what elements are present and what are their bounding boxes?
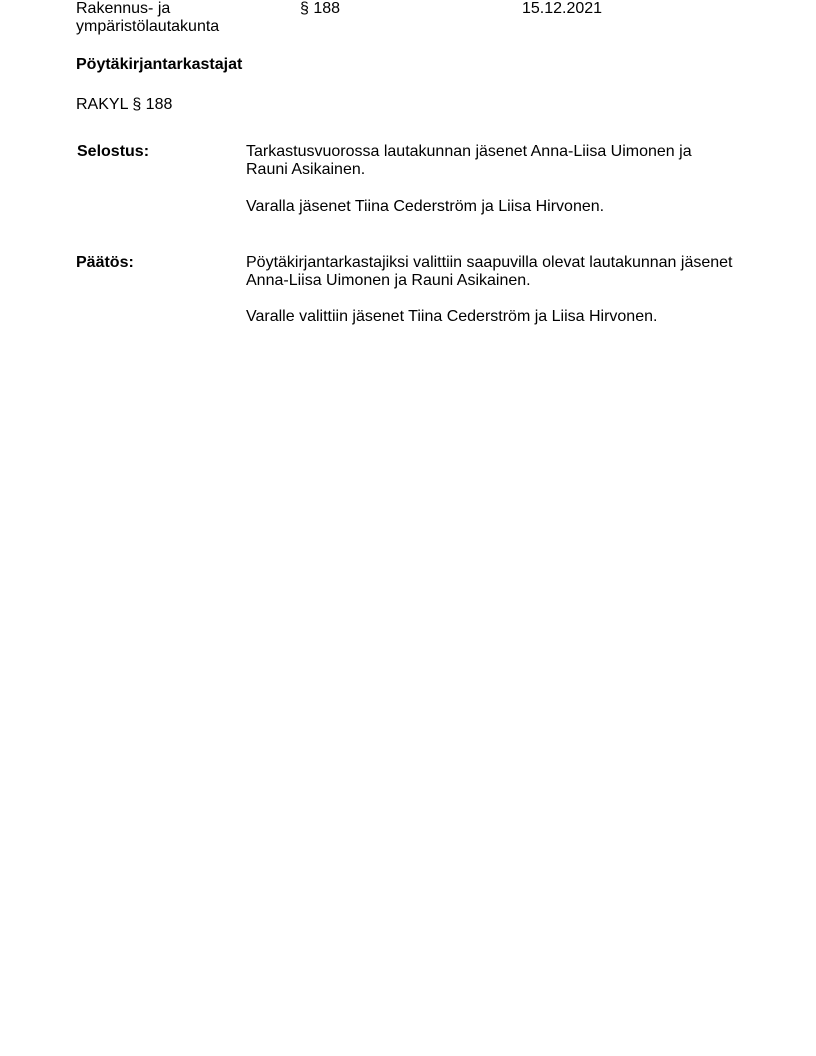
- header-section-number: § 188: [300, 0, 341, 17]
- document-title: Pöytäkirjantarkastajat: [76, 56, 243, 73]
- paatos-paragraph-1-line-1: Pöytäkirjantarkastajiksi valittiin saapuvilla olevat lautakunnan jäsenet: [246, 254, 733, 271]
- header-organization-line2: ympäristölautakunta: [76, 18, 220, 35]
- paatos-paragraph-1: [246, 254, 746, 290]
- selostus-paragraph-2: Varalla jäsenet Tiina Cederström ja Liisa Hirvonen.: [246, 198, 605, 215]
- header-date: 15.12.2021: [522, 0, 603, 17]
- selostus-label: Selostus:: [77, 143, 150, 160]
- header-organization-line1: Rakennus- ja: [76, 0, 171, 17]
- paatos-label: Päätös:: [76, 254, 134, 271]
- paatos-paragraph-1-line-2: Anna-Liisa Uimonen ja Rauni Asikainen.: [246, 272, 531, 289]
- selostus-paragraph-1-line-1: Tarkastusvuorossa lautakunnan jäsenet Anna-Liisa Uimonen ja: [246, 143, 692, 160]
- document-reference: RAKYL § 188: [76, 96, 173, 113]
- paatos-paragraph-2: Varalle valittiin jäsenet Tiina Cederström ja Liisa Hirvonen.: [246, 308, 658, 325]
- selostus-paragraph-1-line-2: Rauni Asikainen.: [246, 161, 366, 178]
- header-organization: [76, 0, 276, 36]
- selostus-paragraph-1: [246, 143, 746, 179]
